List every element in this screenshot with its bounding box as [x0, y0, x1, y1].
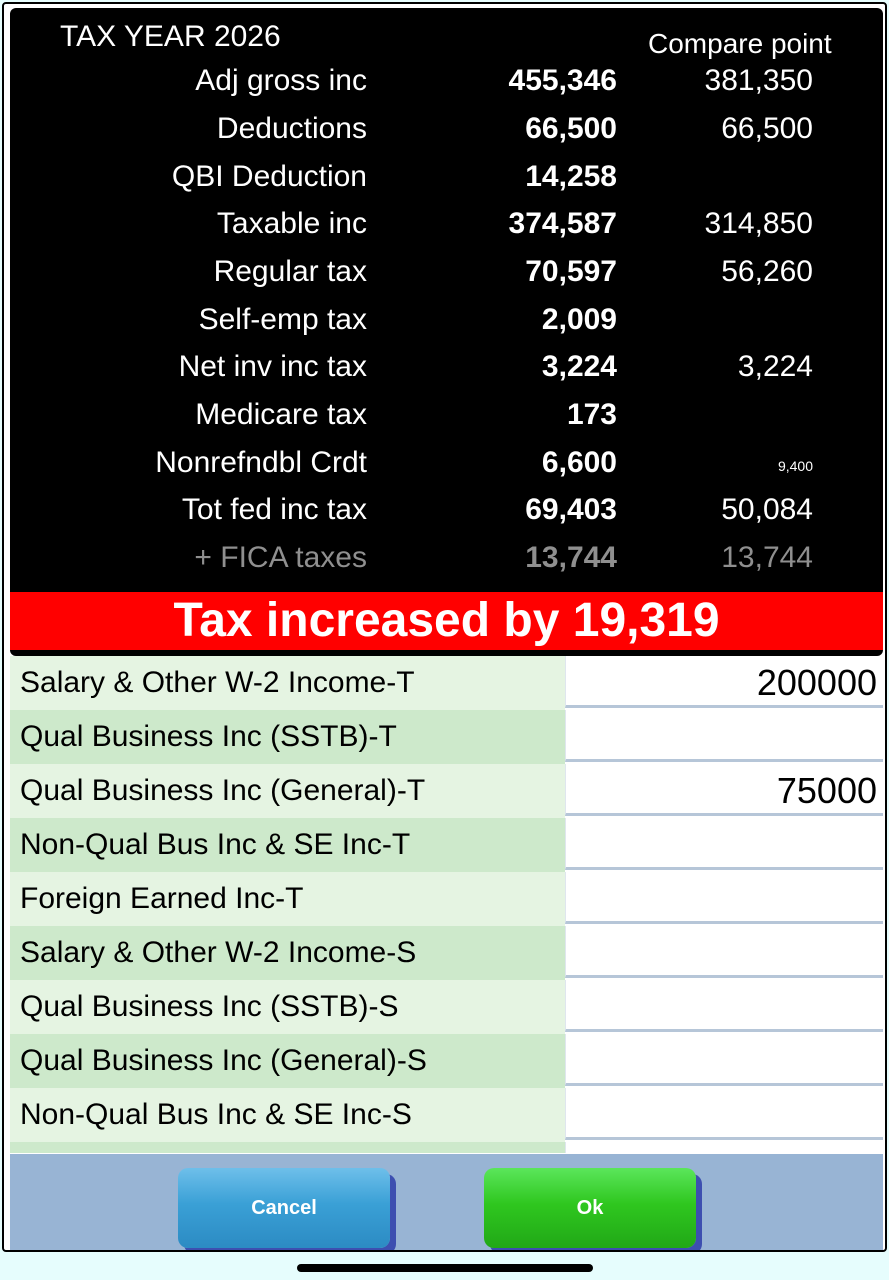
- input-field[interactable]: 200000: [565, 656, 883, 708]
- summary-row-value: 13,744: [525, 541, 617, 574]
- compare-point-header: Compare point: [648, 28, 832, 59]
- input-row-salary-w2-s: [10, 926, 883, 980]
- summary-row-label: Tot fed inc tax: [181, 493, 367, 526]
- summary-row-value: 173: [566, 398, 617, 431]
- input-label: Non-Qual Bus Inc & SE Inc-T: [10, 818, 565, 872]
- home-indicator[interactable]: [297, 1264, 593, 1272]
- tax-summary-panel: [10, 8, 883, 656]
- input-label: Qual Business Inc (General)-T: [10, 764, 565, 818]
- summary-row-label: QBI Deduction: [171, 160, 367, 193]
- summary-row-compare: 314,850: [704, 207, 813, 240]
- summary-row-nonrefndbl-crdt: [10, 446, 883, 490]
- input-row-nonqual-se-t: [10, 818, 883, 872]
- input-field[interactable]: [565, 1142, 883, 1153]
- input-row-nonqual-se-s: [10, 1088, 883, 1142]
- summary-row-value: 455,346: [508, 64, 617, 97]
- input-label: Non-Qual Bus Inc & SE Inc-S: [10, 1088, 565, 1142]
- button-bar: [10, 1154, 883, 1250]
- summary-row-net-inv-inc-tax: [10, 350, 883, 394]
- input-field[interactable]: [565, 1088, 883, 1140]
- summary-row-value: 2,009: [541, 303, 617, 336]
- summary-row-value: 3,224: [541, 350, 617, 383]
- input-field[interactable]: [565, 872, 883, 924]
- summary-row-compare: 66,500: [721, 112, 813, 145]
- input-label: [10, 1142, 565, 1153]
- summary-row-compare: 56,260: [721, 255, 813, 288]
- ok-button[interactable]: Ok: [484, 1168, 696, 1248]
- summary-row-self-emp-tax: [10, 303, 883, 347]
- input-row-qbi-general-s: [10, 1034, 883, 1088]
- input-row-qbi-sstb-t: [10, 710, 883, 764]
- input-row-partial: [10, 1142, 883, 1153]
- input-row-qbi-sstb-s: [10, 980, 883, 1034]
- summary-row-value: 69,403: [525, 493, 617, 526]
- summary-row-fica-taxes: [10, 541, 883, 585]
- tax-change-banner: Tax increased by 19,319: [10, 592, 883, 650]
- input-field[interactable]: [565, 818, 883, 870]
- summary-row-label: Deductions: [216, 112, 367, 145]
- summary-row-adj-gross-inc: [10, 64, 883, 108]
- summary-row-value: 6,600: [541, 446, 617, 479]
- summary-row-label: Adj gross inc: [195, 64, 367, 97]
- summary-row-value: 374,587: [508, 207, 617, 240]
- summary-row-label: + FICA taxes: [194, 541, 367, 574]
- summary-row-deductions: [10, 112, 883, 156]
- input-field[interactable]: [565, 710, 883, 762]
- summary-row-compare: 9,400: [777, 458, 813, 474]
- summary-row-qbi-deduction: [10, 160, 883, 204]
- input-label: Qual Business Inc (SSTB)-T: [10, 710, 565, 764]
- summary-row-label: Regular tax: [213, 255, 367, 288]
- summary-row-compare: 13,744: [721, 541, 813, 574]
- input-field[interactable]: [565, 926, 883, 978]
- summary-row-medicare-tax: [10, 398, 883, 442]
- summary-row-taxable-inc: [10, 207, 883, 251]
- summary-row-tot-fed-inc-tax: [10, 493, 883, 537]
- summary-row-label: Net inv inc tax: [178, 350, 367, 383]
- input-label: Salary & Other W-2 Income-T: [10, 656, 565, 710]
- summary-row-label: Medicare tax: [195, 398, 367, 431]
- summary-row-value: 70,597: [525, 255, 617, 288]
- input-field[interactable]: 75000: [565, 764, 883, 816]
- summary-row-label: Self-emp tax: [198, 303, 367, 336]
- summary-row-label: Nonrefndbl Crdt: [155, 446, 367, 479]
- cancel-button[interactable]: Cancel: [178, 1168, 390, 1248]
- input-label: Qual Business Inc (SSTB)-S: [10, 980, 565, 1034]
- summary-row-label: Taxable inc: [216, 207, 367, 240]
- app-window: [2, 2, 887, 1252]
- summary-row-compare: 50,084: [721, 493, 813, 526]
- summary-row-regular-tax: [10, 255, 883, 299]
- summary-row-compare: 3,224: [737, 350, 813, 383]
- input-field[interactable]: [565, 1034, 883, 1086]
- input-label: Foreign Earned Inc-T: [10, 872, 565, 926]
- summary-row-value: 66,500: [525, 112, 617, 145]
- summary-row-value: 14,258: [525, 160, 617, 193]
- input-field[interactable]: [565, 980, 883, 1032]
- input-row-qbi-general-t: [10, 764, 883, 818]
- income-input-list[interactable]: [10, 656, 883, 1153]
- input-label: Qual Business Inc (General)-S: [10, 1034, 565, 1088]
- summary-row-compare: 381,350: [704, 64, 813, 97]
- input-label: Salary & Other W-2 Income-S: [10, 926, 565, 980]
- tax-year-title: TAX YEAR 2026: [60, 20, 281, 53]
- input-row-foreign-earned-t: [10, 872, 883, 926]
- input-row-salary-w2-t: [10, 656, 883, 710]
